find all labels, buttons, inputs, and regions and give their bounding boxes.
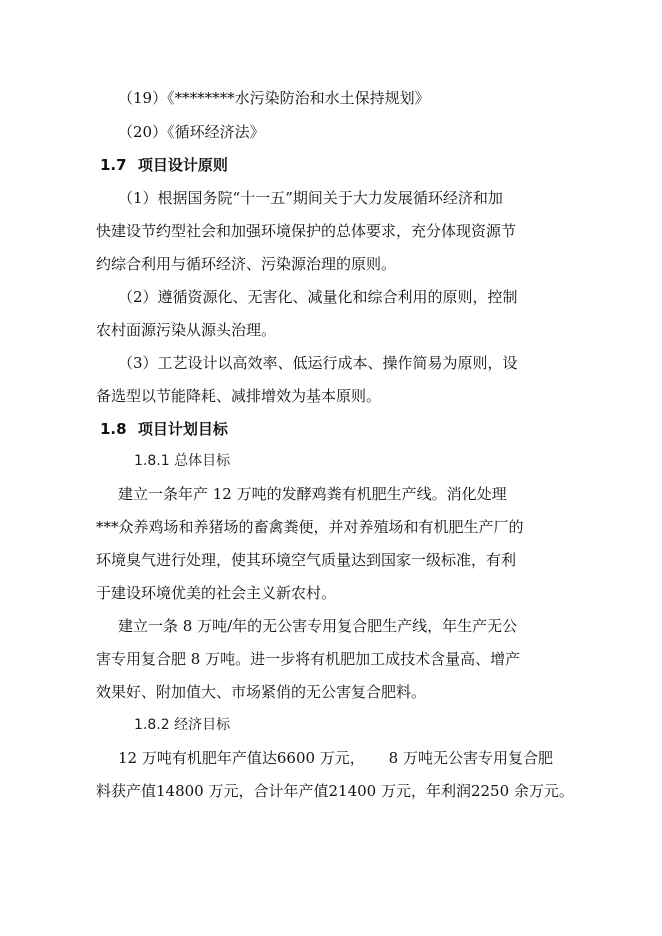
reference-item-20: （20）《循环经济法》 (118, 123, 265, 141)
paragraph-line: 效果好、附加值大、市场紧俏的无公害复合肥料。 (96, 683, 427, 701)
paragraph-line: 快建设节约型社会和加强环境保护的总体要求，充分体现资源节 (96, 222, 517, 240)
paragraph-line: 12 万吨有机肥年产值达6600 万元， 8 万吨无公害专用复合肥 (118, 749, 553, 767)
paragraph-line: 建立一条年产 12 万吨的发酵鸡粪有机肥生产线。消化处理 (118, 485, 507, 503)
section-title: 项目设计原则 (137, 156, 228, 174)
section-heading-1-8 (100, 419, 228, 439)
paragraph-line: 农村面源污染从源头治理。 (96, 321, 277, 339)
paragraph-line: 建立一条 8 万吨/年的无公害专用复合肥生产线，年生产无公 (118, 617, 518, 635)
section-title: 项目计划目标 (137, 420, 228, 438)
paragraph-line: 害专用复合肥 8 万吨。进一步将有机肥加工成技术含量高、增产 (96, 650, 521, 668)
paragraph-line: 于建设环境优美的社会主义新农村。 (96, 584, 337, 602)
subsection-heading-1-8-1: 1.8.1 总体目标 (134, 453, 231, 469)
paragraph-line: （1）根据国务院“十一五”期间关于大力发展循环经济和加 (118, 189, 503, 207)
paragraph-line: 约综合利用与循环经济、污染源治理的原则。 (96, 255, 397, 273)
paragraph-line: 备选型以节能降耗、减排增效为基本原则。 (96, 387, 382, 405)
subsection-heading-1-8-2: 1.8.2 经济目标 (134, 717, 231, 733)
section-number: 1.7 (100, 156, 127, 174)
section-number: 1.8 (100, 420, 127, 438)
paragraph-line: ***众养鸡场和养猪场的畜禽粪便，并对养殖场和有机肥生产厂的 (96, 518, 524, 536)
paragraph-line: 料获产值14800 万元，合计年产值21400 万元，年利润2250 余万元。 (96, 782, 574, 800)
paragraph-line: 环境臭气进行处理，使其环境空气质量达到国家一级标准，有利 (96, 551, 517, 569)
reference-item-19: （19）《********水污染防治和水土保持规划》 (118, 89, 430, 107)
paragraph-line: （2）遵循资源化、无害化、减量化和综合利用的原则，控制 (118, 288, 518, 306)
paragraph-line: （3）工艺设计以高效率、低运行成本、操作简易为原则，设 (118, 354, 518, 372)
section-heading-1-7 (100, 155, 228, 175)
